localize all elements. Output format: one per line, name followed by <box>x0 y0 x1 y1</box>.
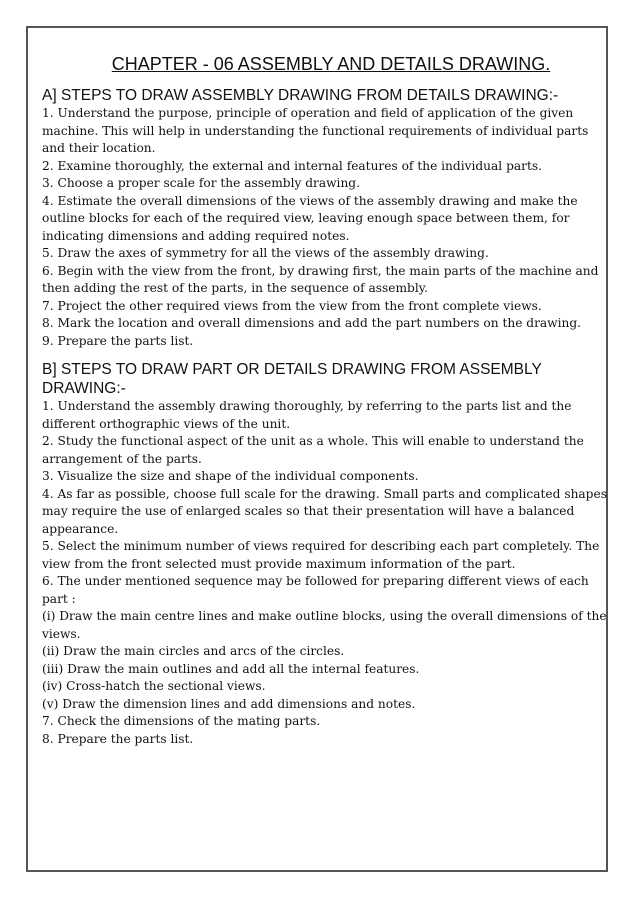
list-item: 5. Draw the axes of symmetry for all the views of the assembly drawing. <box>42 246 489 260</box>
list-item: (ii) Draw the main circles and arcs of the circles. <box>42 644 345 658</box>
section-b-heading: B] STEPS TO DRAW PART OR DETAILS DRAWING FROM ASSEMBLY DRAWING:- <box>42 361 542 397</box>
section-b <box>42 360 614 748</box>
list-item: 7. Project the other required views from the view from the front complete views. <box>42 298 542 313</box>
list-item: 4. As far as possible, choose full scale for the drawing. Small parts and complicated shapes may require the use of enlarged scales so that their presentation will have a balanced appearance. <box>42 486 607 536</box>
list-item: 2. Examine thoroughly, the external and internal features of the individual parts. <box>42 158 542 173</box>
list-item: 4. Estimate the overall dimensions of the views of the assembly drawing and make the outline blocks for each of the required view, leaving enough space between them, for indicating dimensions and adding required notes. <box>42 193 578 243</box>
list-item: 9. Prepare the parts list. <box>42 333 194 348</box>
list-item: 1. Understand the purpose, principle of operation and field of application of the given machine. This will help in understanding the functional requirements of individual parts and their location. <box>42 106 589 155</box>
list-item: (i) Draw the main centre lines and make outline blocks, using the overall dimensions of the views. <box>42 609 607 641</box>
list-item: 1. Understand the assembly drawing thoroughly, by referring to the parts list and the different orthographic views of the unit. <box>42 399 572 431</box>
list-item: 6. Begin with the view from the front, by drawing first, the main parts of the machine and then adding the rest of the parts, in the sequence of assembly. <box>42 263 599 295</box>
list-item: 2. Study the functional aspect of the unit as a whole. This will enable to understand the arrangement of the parts. <box>42 434 584 466</box>
section-a-heading: A] STEPS TO DRAW ASSEMBLY DRAWING FROM DETAILS DRAWING:- <box>42 87 559 104</box>
list-item: (v) Draw the dimension lines and add dimensions and notes. <box>42 696 416 711</box>
list-item: 6. The under mentioned sequence may be followed for preparing different views of each part : <box>42 574 589 606</box>
list-item: (iv) Cross-hatch the sectional views. <box>42 679 266 693</box>
section-a <box>42 86 614 350</box>
list-item: 3. Visualize the size and shape of the individual components. <box>42 469 419 483</box>
list-item: 5. Select the minimum number of views required for describing each part completely. The view from the front selected must provide maximum information of the part. <box>42 539 600 571</box>
document-body <box>42 52 614 748</box>
section-b-list <box>42 398 614 748</box>
section-a-list <box>42 105 614 350</box>
list-item: 7. Check the dimensions of the mating parts. <box>42 714 321 728</box>
list-item: 8. Mark the location and overall dimensions and add the part numbers on the drawing. <box>42 316 582 330</box>
chapter-title: CHAPTER - 06 ASSEMBLY AND DETAILS DRAWING. <box>111 54 551 74</box>
list-item: (iii) Draw the main outlines and add all the internal features. <box>42 661 420 676</box>
list-item: 8. Prepare the parts list. <box>42 731 194 746</box>
list-item: 3. Choose a proper scale for the assembly drawing. <box>42 176 360 190</box>
